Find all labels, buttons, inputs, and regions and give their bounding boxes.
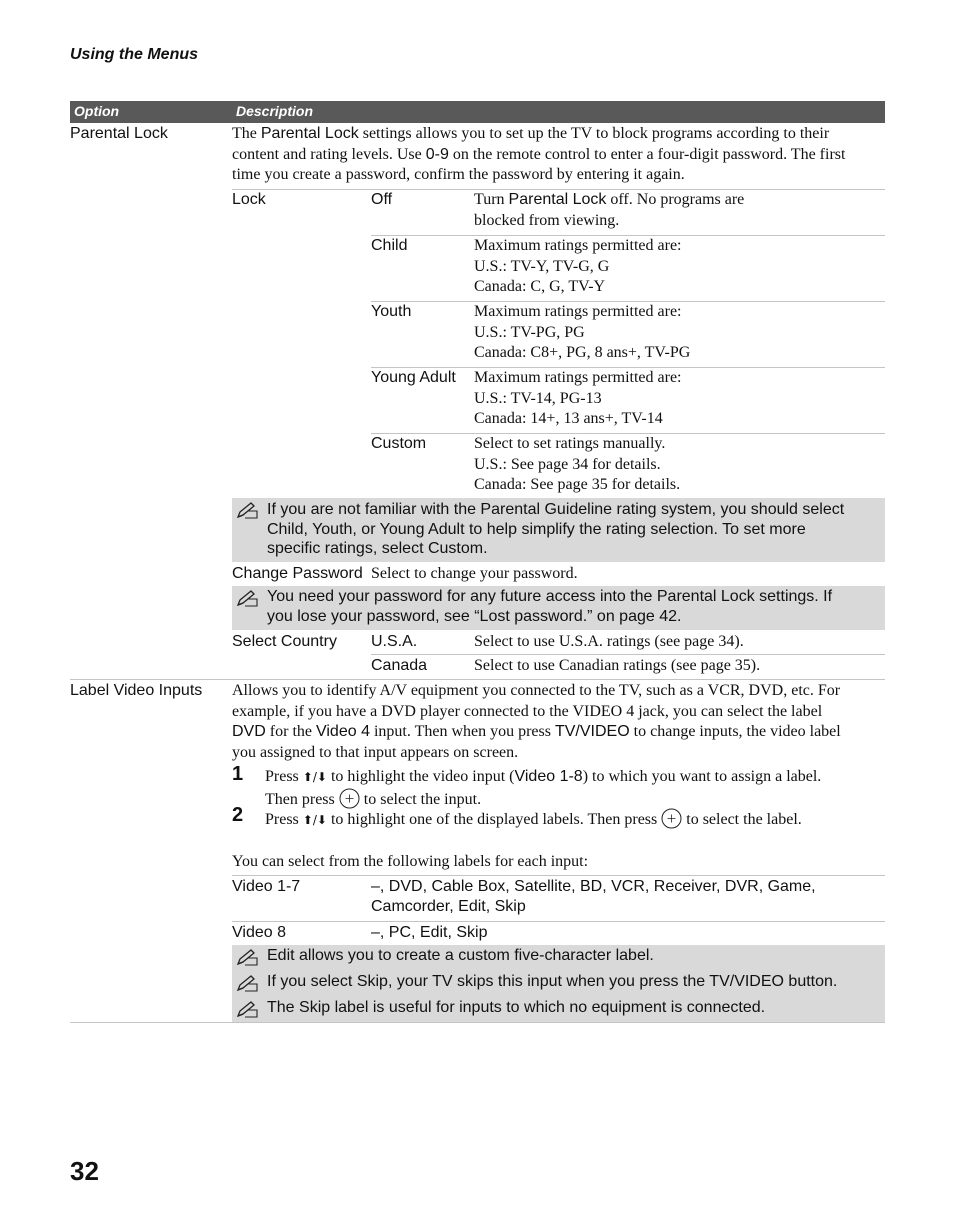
note-skip: If you select Skip, your TV skips this input when you press the TV/VIDEO button. xyxy=(267,973,838,990)
section-title: Using the Menus xyxy=(70,46,199,63)
note-pencil-icon xyxy=(236,1000,260,1018)
header-description: Description xyxy=(236,103,314,119)
input-video-8-labels: –, PC, Edit, Skip xyxy=(371,924,488,941)
note-pencil-icon xyxy=(236,589,260,607)
section-divider xyxy=(70,1022,885,1023)
parental-lock-description: The Parental Lock settings allows you to set up the TV to block programs according to their content and rating levels. Use 0-9 on the remote control to enter a four-digit password. The first time you create a password, confirm the password by entering it again. xyxy=(232,125,846,183)
divider xyxy=(232,875,885,876)
lock-youth-description: Maximum ratings permitted are: U.S.: TV-PG, PG Canada: C8+, PG, 8 ans+, TV-PG xyxy=(474,303,691,361)
input-video-1-7: Video 1-7 xyxy=(232,878,301,895)
lock-option-off: Off xyxy=(371,191,393,208)
lock-option-custom: Custom xyxy=(371,435,427,452)
note-pencil-icon xyxy=(236,501,260,519)
option-parental-lock: Parental Lock xyxy=(70,125,168,142)
lock-option-child: Child xyxy=(371,237,408,254)
input-video-8: Video 8 xyxy=(232,924,286,941)
label-video-inputs-description: Allows you to identify A/V equipment you connected to the TV, such as a VCR, DVD, etc. For example, if you have a DVD player connected to the VIDEO 4 jack, you can select the label DVD for the Video 4 input. Then when you press TV/VIDEO to change inputs, the video label you assigned to that input appears on screen. xyxy=(232,682,841,761)
header-option: Option xyxy=(74,103,120,119)
note-box xyxy=(232,945,885,1022)
sub-option-select-country: Select Country xyxy=(232,633,337,650)
table-header xyxy=(70,101,885,123)
lock-option-young-adult: Young Adult xyxy=(371,369,456,386)
lock-child-description: Maximum ratings permitted are: U.S.: TV-Y, TV-G, G Canada: C, G, TV-Y xyxy=(474,237,682,295)
step-2-text: Press ⬆/⬇ to highlight one of the displayed labels. Then press to select the label. xyxy=(265,808,890,831)
note-box: If you are not familiar with the Parental Guideline rating system, you should select Child, Youth, or Young Adult to help simplify the rating selection. To set more specific ratings, select Custom. xyxy=(232,498,885,562)
lock-young-adult-description: Maximum ratings permitted are: U.S.: TV-14, PG-13 Canada: 14+, 13 ans+, TV-14 xyxy=(474,369,682,427)
labels-intro: You can select from the following labels for each input: xyxy=(232,853,589,870)
sub-option-change-password: Change Password xyxy=(232,565,363,582)
up-down-arrow-icon: ⬆/⬇ xyxy=(302,813,327,827)
input-video-1-7-labels: –, DVD, Cable Box, Satellite, BD, VCR, Receiver, DVR, Game, Camcorder, Edit, Skip xyxy=(371,878,816,915)
divider xyxy=(371,654,885,655)
change-password-description: Select to change your password. xyxy=(371,565,578,582)
country-usa-description: Select to use U.S.A. ratings (see page 34). xyxy=(474,633,744,650)
note-pencil-icon xyxy=(236,974,260,992)
lock-custom-description: Select to set ratings manually. U.S.: See page 34 for details. Canada: See page 35 for details. xyxy=(474,435,681,493)
section-divider xyxy=(70,679,885,680)
step-number: 2 xyxy=(232,804,244,826)
country-option-canada: Canada xyxy=(371,657,428,674)
note-pencil-icon xyxy=(236,948,260,966)
country-option-usa: U.S.A. xyxy=(371,633,418,650)
lock-off-description: Turn Parental Lock off. No programs are blocked from viewing. xyxy=(474,191,745,229)
step-1-text: Press ⬆/⬇ to highlight the video input (Video 1-8) to which you want to assign a label. Then press to select the input. xyxy=(265,768,822,808)
sub-option-lock: Lock xyxy=(232,191,266,208)
enter-button-icon xyxy=(661,808,682,829)
divider xyxy=(232,921,885,922)
step-number: 1 xyxy=(232,763,244,785)
enter-button-icon xyxy=(339,788,360,809)
lock-option-youth: Youth xyxy=(371,303,412,320)
note-edit: Edit allows you to create a custom five-character label. xyxy=(267,947,654,964)
note-skip-useful: The Skip label is useful for inputs to which no equipment is connected. xyxy=(267,999,766,1016)
country-canada-description: Select to use Canadian ratings (see page 35). xyxy=(474,657,761,674)
note-box: You need your password for any future access into the Parental Lock settings. If you lose your password, see “Lost password.” on page 42. xyxy=(232,586,885,630)
page-number: 32 xyxy=(70,1156,99,1186)
option-label-video-inputs: Label Video Inputs xyxy=(70,682,203,699)
up-down-arrow-icon: ⬆/⬇ xyxy=(302,770,327,784)
